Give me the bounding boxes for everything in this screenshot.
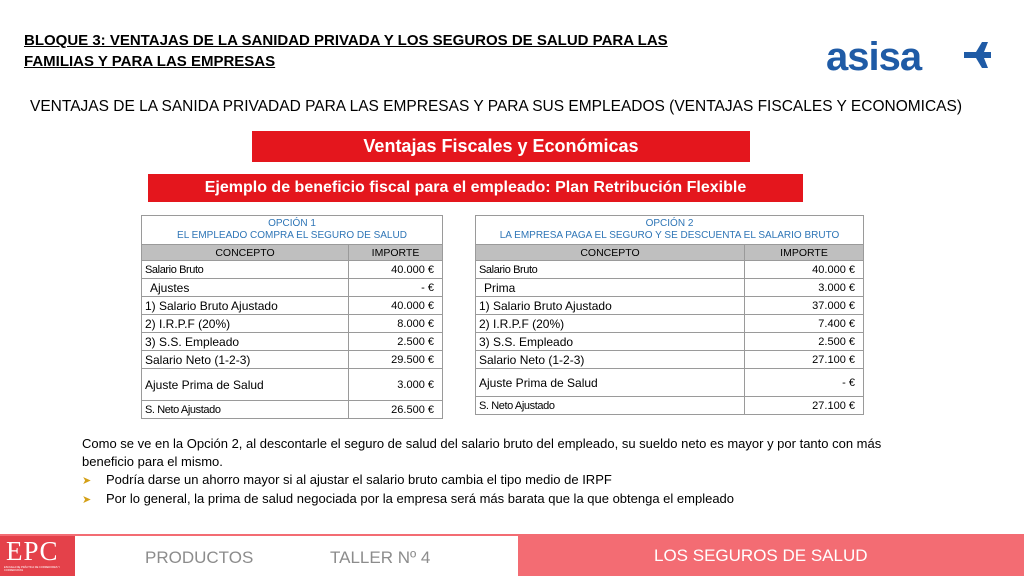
row-concept: Prima (476, 279, 745, 297)
asisa-logo-text: asisa (826, 38, 922, 78)
row-concept: S. Neto Ajustado (142, 401, 349, 419)
footer-nav (75, 536, 518, 576)
epc-logo-text: EPC (6, 536, 59, 566)
notes (82, 435, 882, 509)
row-concept: Ajuste Prima de Salud (142, 369, 349, 401)
list-item (82, 471, 882, 490)
table-row (142, 401, 443, 419)
option1-subtitle: EL EMPLEADO COMPRA EL SEGURO DE SALUD (177, 230, 407, 241)
row-concept: 2) I.R.P.F (20%) (142, 315, 349, 333)
row-amount: 2.500 € (745, 333, 864, 351)
row-amount: 7.400 € (745, 315, 864, 333)
arrow-bullet-icon: ➤ (82, 494, 92, 506)
row-amount: 27.100 € (745, 351, 864, 369)
table-row (476, 279, 864, 297)
row-amount: 40.000 € (349, 261, 443, 279)
row-amount: 40.000 € (745, 261, 864, 279)
plane-icon (964, 42, 991, 68)
row-concept: Salario Bruto (142, 261, 349, 279)
table-row (142, 369, 443, 401)
table-row (476, 369, 864, 397)
row-amount: 3.000 € (349, 369, 443, 401)
row-concept: 1) Salario Bruto Ajustado (142, 297, 349, 315)
option2-subtitle: LA EMPRESA PAGA EL SEGURO Y SE DESCUENTA EL SALARIO BRUTO (499, 230, 840, 241)
list-item (82, 490, 882, 509)
page-title-line1: BLOQUE 3: VENTAJAS DE LA SANIDAD PRIVADA Y LOS SEGUROS DE SALUD PARA LAS (24, 32, 668, 49)
row-concept: Salario Neto (1-2-3) (142, 351, 349, 369)
bullet-text: Por lo general, la prima de salud negociada por la empresa será más barata que la que obtenga el empleado (106, 491, 735, 506)
table-row (142, 261, 443, 279)
epc-logo-subtext: ESCUELA DE PRÁCTICA DE CORREDORES Y CORREDURÍAS (4, 566, 60, 572)
row-amount: 3.000 € (745, 279, 864, 297)
footer-item-seguros[interactable]: LOS SEGUROS DE SALUD (654, 546, 868, 565)
row-concept: Salario Bruto (476, 261, 745, 279)
page-title (24, 30, 724, 72)
table-row (142, 279, 443, 297)
table-row (142, 297, 443, 315)
option2-header (476, 216, 864, 245)
row-amount: - € (349, 279, 443, 297)
row-amount: 37.000 € (745, 297, 864, 315)
row-concept: 2) I.R.P.F (20%) (476, 315, 745, 333)
banner-flexible-pay-example: Ejemplo de beneficio fiscal para el empleado: Plan Retribución Flexible (148, 174, 803, 202)
notes-paragraph: Como se ve en la Opción 2, al descontarle el seguro de salud del salario bruto del empleado, su sueldo neto es mayor y por tanto con más beneficio para el mismo. (82, 436, 882, 469)
banner-fiscal-advantages: Ventajas Fiscales y Económicas (252, 131, 750, 162)
option1-col-amount: IMPORTE (349, 245, 443, 261)
table-row (476, 315, 864, 333)
row-amount: - € (745, 369, 864, 397)
table-row (476, 397, 864, 415)
option1-header (142, 216, 443, 245)
row-amount: 2.500 € (349, 333, 443, 351)
page-title-line2: FAMILIAS Y PARA LAS EMPRESAS (24, 53, 276, 70)
table-row (476, 297, 864, 315)
asisa-logo (826, 38, 991, 78)
arrow-bullet-icon: ➤ (82, 475, 92, 487)
row-amount: 29.500 € (349, 351, 443, 369)
row-amount: 8.000 € (349, 315, 443, 333)
footer-item-productos[interactable]: PRODUCTOS (145, 548, 254, 567)
table-row (476, 333, 864, 351)
option1-col-concept: CONCEPTO (142, 245, 349, 261)
footer (0, 536, 1024, 576)
option2-col-amount: IMPORTE (745, 245, 864, 261)
row-concept: 3) S.S. Empleado (142, 333, 349, 351)
epc-logo (0, 536, 75, 576)
row-concept: Salario Neto (1-2-3) (476, 351, 745, 369)
table-row (476, 351, 864, 369)
table-row (142, 333, 443, 351)
option2-title: OPCIÓN 2 (645, 218, 694, 229)
row-concept: Ajustes (142, 279, 349, 297)
footer-section-label (518, 536, 1024, 576)
option2-table (475, 215, 864, 415)
table-row (142, 351, 443, 369)
row-amount: 40.000 € (349, 297, 443, 315)
option2-col-concept: CONCEPTO (476, 245, 745, 261)
row-amount: 26.500 € (349, 401, 443, 419)
bullet-text: Podría darse un ahorro mayor si al ajustar el salario bruto cambia el tipo medio de IRPF (106, 472, 612, 487)
row-concept: S. Neto Ajustado (476, 397, 745, 415)
row-concept: 3) S.S. Empleado (476, 333, 745, 351)
footer-item-taller[interactable]: TALLER Nº 4 (330, 548, 431, 567)
row-concept: Ajuste Prima de Salud (476, 369, 745, 397)
table-row (142, 315, 443, 333)
option1-table (141, 215, 443, 419)
table-row (476, 261, 864, 279)
row-concept: 1) Salario Bruto Ajustado (476, 297, 745, 315)
section-subtitle: VENTAJAS DE LA SANIDA PRIVADAD PARA LAS EMPRESAS Y PARA SUS EMPLEADOS (VENTAJAS FISCALES Y ECONOMICAS) (30, 98, 963, 115)
row-amount: 27.100 € (745, 397, 864, 415)
option1-title: OPCIÓN 1 (268, 218, 316, 229)
